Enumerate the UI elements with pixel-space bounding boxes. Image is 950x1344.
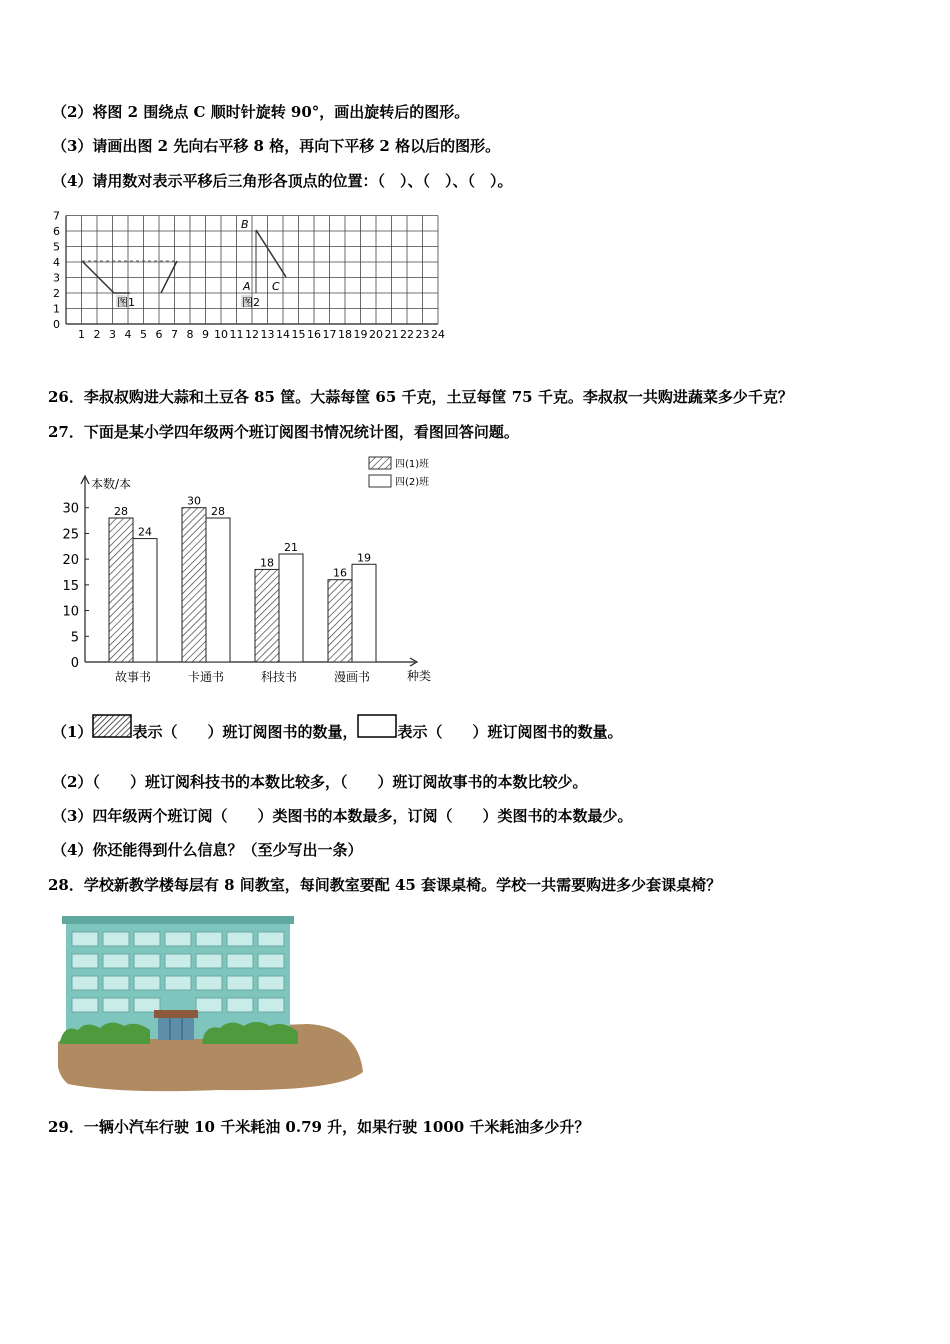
building-window: [134, 976, 160, 990]
school-building-illustration: [58, 912, 368, 1094]
chart-y-tick-label: 0: [70, 656, 79, 671]
building-window: [103, 954, 129, 968]
point-c-label: C: [272, 280, 280, 293]
building-window: [196, 932, 222, 946]
q27-text: 27．下面是某小学四年级两个班订阅图书情况统计图，看图回答问题。: [48, 423, 519, 441]
chart-bar-value-label: 21: [284, 541, 298, 554]
chart-y-tick-label: 15: [62, 578, 79, 594]
chart-x-category-label: 故事书: [114, 670, 152, 684]
building-window: [103, 998, 129, 1012]
grid-x-tick-label: 7: [171, 328, 178, 341]
q27-sub1-prefix: （1）: [52, 723, 93, 741]
chart-bar: [352, 564, 376, 662]
grid-x-tick-label: 10: [214, 328, 228, 341]
chart-bar: [109, 518, 133, 662]
building-window: [72, 976, 98, 990]
grid-x-tick-label: 15: [291, 328, 306, 341]
q25-sub4: （4）请用数对表示平移后三角形各顶点的位置：（ ）、（ ）、（ ）。: [52, 172, 513, 190]
chart-bar: [206, 518, 230, 662]
chart-y-tick-label: 25: [62, 527, 79, 543]
chart-y-tick-label: 20: [62, 553, 79, 569]
grid-y-tick-label: 6: [53, 225, 60, 238]
building-window: [165, 932, 191, 946]
grid-x-ticks: [78, 328, 445, 341]
chart-y-tick-label: 5: [70, 630, 79, 646]
building-window: [196, 954, 222, 968]
grid-y-tick-label: 4: [53, 256, 60, 269]
grid-x-tick-label: 3: [109, 328, 116, 341]
chart-x-category-label: 卡通书: [187, 670, 225, 684]
chart-bar-value-label: 24: [138, 525, 152, 539]
building-window: [258, 998, 284, 1012]
chart-bar: [328, 580, 352, 662]
building-window: [72, 932, 98, 946]
building-window: [165, 976, 191, 990]
chart-xlabel: 种类: [407, 669, 432, 683]
grid-y-tick-label: 3: [53, 271, 60, 285]
grid-x-tick-label: 21: [384, 328, 399, 341]
chart-bar: [255, 569, 279, 662]
hatched-swatch-icon: [92, 714, 132, 738]
grid-y-tick-label: 5: [53, 240, 60, 254]
q27-sub2: （2）（ ）班订阅科技书的本数比较多，（ ）班订阅故事书的本数比较少。: [52, 773, 588, 791]
grid-x-tick-label: 19: [353, 328, 368, 341]
chart-bar: [279, 554, 303, 662]
building-window: [72, 954, 98, 968]
grid-x-tick-label: 16: [307, 328, 321, 341]
point-a-label: A: [243, 280, 251, 293]
building-window: [227, 954, 253, 968]
grid-x-tick-label: 23: [415, 328, 430, 341]
book-subscription-bar-chart: [55, 452, 455, 692]
grid-x-tick-label: 13: [260, 328, 275, 341]
building-window: [258, 954, 284, 968]
grid-x-tick-label: 5: [140, 328, 147, 341]
building-window: [227, 998, 253, 1012]
grid-x-tick-label: 18: [338, 328, 352, 341]
chart-bar-value-label: 28: [114, 505, 128, 518]
grid-y-tick-label: 0: [53, 318, 60, 331]
blank-swatch-icon: [357, 714, 397, 738]
q27-sub1-suffix: 表示（ ）班订阅图书的数量。: [397, 723, 623, 741]
building-window: [196, 976, 222, 990]
grid-y-tick-label: 2: [53, 287, 60, 300]
q26-text: 26．李叔叔购进大蒜和土豆各 85 筐。大蒜每筐 65 千克，土豆每筐 75 千克。李叔叔一共购进蔬菜多少千克？: [48, 388, 793, 406]
building-window: [103, 976, 129, 990]
q29-text: 29．一辆小汽车行驶 10 千米耗油 0.79 升，如果行驶 1000 千米耗油多少升？: [48, 1118, 590, 1136]
building-window: [72, 998, 98, 1012]
building-window: [196, 998, 222, 1012]
chart-x-category-label: 科技书: [260, 670, 298, 684]
figure2-shape: [256, 230, 286, 277]
chart-bar-value-label: 18: [260, 556, 274, 570]
q25-sub2: （2）将图 2 围绕点 C 顺时针旋转 90°，画出旋转后的图形。: [52, 103, 470, 121]
q28-text: 28．学校新教学楼每层有 8 间教室，每间教室要配 45 套课桌椅。学校一共需要购进多少套课桌椅？: [48, 876, 722, 894]
chart-y-tick-label: 30: [62, 501, 79, 517]
chart-bar-value-label: 16: [333, 566, 347, 580]
q27-sub3: （3）四年级两个班订阅（ ）类图书的本数最多，订阅（ ）类图书的本数最少。: [52, 807, 633, 825]
coordinate-grid-figure: [50, 206, 460, 346]
building-window: [134, 998, 160, 1012]
grid-x-tick-label: 24: [431, 328, 445, 341]
legend-label-class1: 四(1)班: [395, 459, 430, 470]
building-window: [134, 932, 160, 946]
legend-swatch-class1: [369, 457, 391, 469]
grid-x-tick-label: 22: [400, 328, 414, 341]
legend-swatch-class2: [369, 475, 391, 487]
grid-x-tick-label: 2: [93, 328, 101, 341]
building-window: [227, 932, 253, 946]
grid-x-tick-label: 4: [124, 328, 132, 341]
grid-x-tick-label: 12: [245, 328, 259, 341]
chart-bar-value-label: 30: [187, 494, 201, 508]
figure1-label: 图1: [117, 296, 135, 309]
chart-bar: [133, 539, 157, 662]
grid-x-tick-label: 9: [202, 328, 209, 341]
building-window: [258, 976, 284, 990]
building-window: [258, 932, 284, 946]
grid-x-tick-label: 6: [155, 328, 163, 341]
chart-y-tick-label: 10: [62, 604, 79, 620]
q27-sub4: （4）你还能得到什么信息？（至少写出一条）: [52, 841, 363, 859]
figure2-label: 图2: [242, 296, 260, 309]
grid-y-tick-label: 7: [53, 209, 60, 223]
building-window: [165, 954, 191, 968]
grid-x-tick-label: 17: [322, 328, 337, 341]
q25-sub3: （3）请画出图 2 先向右平移 8 格，再向下平移 2 格以后的图形。: [52, 137, 501, 155]
chart-bars: [109, 495, 376, 662]
grid-x-tick-label: 14: [276, 328, 290, 341]
chart-bar-value-label: 19: [357, 551, 371, 565]
grid-x-tick-label: 11: [229, 328, 244, 341]
chart-bar-value-label: 28: [211, 505, 225, 518]
chart-x-labels: [115, 669, 370, 684]
q27-sub1: [52, 722, 622, 742]
figure1-shape: [82, 261, 130, 293]
chart-ylabel: 本数/本: [91, 477, 132, 491]
grid-x-tick-label: 8: [186, 328, 194, 341]
grid-y-ticks: [53, 210, 60, 332]
q27-sub1-middle: 表示（ ）班订阅图书的数量，: [132, 723, 358, 741]
building-window: [227, 976, 253, 990]
point-b-label: B: [241, 218, 249, 231]
building-window: [103, 932, 129, 946]
building-window: [134, 954, 160, 968]
grid-y-tick-label: 1: [53, 302, 60, 316]
grid-x-tick-label: 20: [369, 328, 383, 341]
legend-label-class2: 四(2)班: [395, 477, 430, 488]
chart-x-category-label: 漫画书: [333, 670, 371, 684]
grid-x-tick-label: 1: [78, 328, 85, 341]
chart-bar: [182, 508, 206, 662]
